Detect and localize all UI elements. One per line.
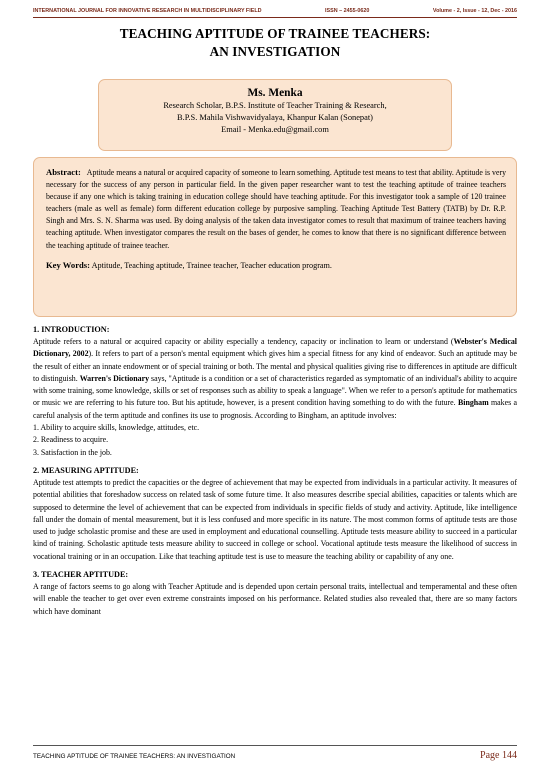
abstract-label: Abstract: [46, 167, 81, 177]
abstract-paragraph [46, 166, 506, 252]
citation-webster: Webster's Medical Dictionary, 2002 [33, 337, 517, 359]
heading-introduction: 1. INTRODUCTION: [33, 325, 110, 334]
citation-bingham: Bingham [457, 398, 489, 408]
intro-text-2: ). It refers to part of a person's mental equipment which gives him a special fitness for any kind of endeavor. Such an aptitude may be the result of either an innate endowment or of special training or both. The mental and physical qualities giving rise to differences in aptitude are difficult to distinguish. [33, 349, 517, 383]
journal-running-header [33, 8, 517, 14]
footer-divider [33, 745, 517, 746]
heading-measuring-aptitude: 2. MEASURING APTITUDE: [33, 465, 139, 475]
title-line-2: AN INVESTIGATION [209, 44, 341, 59]
keywords-text: Aptitude, Teaching aptitude, Trainee teacher, Teacher education program. [91, 260, 332, 270]
journal-volume-issue: Volume - 2, Issue - 12, Dec - 2016 [432, 8, 517, 14]
abstract-text: Aptitude means a natural or acquired capacity of someone to learn something. Aptitude test means to test that ability. Aptitude is very necessary for the success of any person in particular field. In the given paper researcher want to test the teaching aptitude of trainee teachers because if any one which is taking training in education college should have teaching aptitude. For this investigator took a sample of 120 trainee teachers (male as well as female) form different education college by purposive sampling. Teaching Aptitude Test Battery (TATB) by Dr. R.P. Singh and Mrs. S. N. Sharma was used. By doing analysis of the taken data investigator comes to result that maximum of trainee teachers having teaching aptitude. When investigator compares the result on the bases of gender, he comes to know that there is no significant difference between the teaching aptitude of trainee teacher. [46, 168, 506, 250]
author-email[interactable]: Email - Menka.edu@gmail.com [221, 125, 329, 134]
author-affiliation-1: Research Scholar, B.P.S. Institute of Teacher Training & Research, [163, 101, 387, 110]
keywords-paragraph [46, 259, 506, 272]
journal-issn: ISSN – 2455-0620 [325, 8, 370, 14]
introduction-paragraph [33, 336, 517, 422]
teacher-aptitude-paragraph: A range of factors seems to go along with Teacher Aptitude and is depended upon certain personal traits, intellectual and temperamental and these often will enable the teacher to get over even extreme constraints imposed on his performance. Related studies also revealed that, there are so many factors which have dominant [33, 582, 517, 616]
title-line-1: TEACHING APTITUDE OF TRAINEE TEACHERS: [119, 26, 431, 41]
list-item: 1. Ability to acquire skills, knowledge, attitudes, etc. [33, 423, 200, 433]
intro-text-4: makes a careful analysis of the term aptitude and confines its use to prognosis. According to Bingham, an aptitude involves: [33, 398, 518, 420]
author-affiliation-2: B.P.S. Mahila Vishwavidyalaya, Khanpur Kalan (Sonepat) [177, 113, 373, 122]
header-divider [33, 17, 517, 18]
list-item: 3. Satisfaction in the job. [33, 447, 112, 457]
page-number: Page 144 [480, 750, 517, 761]
list-item: 2. Readiness to acquire. [33, 435, 109, 445]
author-name: Ms. Menka [247, 87, 303, 99]
measuring-aptitude-paragraph: Aptitude test attempts to predict the capacities or the degree of achievement that may be expected from individuals in a particular activity. It measures of potential abilities that foreshadow success on related task of some future time. It also measures describe special abilities, capacities or talents which are supposed to determine the level of achievement that can be expected from individuals in specific fields of study and activity. Aptitude, like intelligence fall under the domain of mental measurement, but it is less confused and more specific in its nature. The most common forms of aptitude tests are those used to judge scholastic promise and these are used in employment and educational counselling. Aptitude tests measure ability to succeed in a particular kind of training. Scholastic aptitude tests measure ability to succeed in college or school. Vocational aptitude tests measure the likelihood of success in vocational training or in an occupation. Like that teaching aptitude test is use to measure the teaching ability or capability of any one. [33, 477, 517, 561]
citation-warren: Warren's Dictionary [79, 373, 150, 383]
intro-text-1: Aptitude refers to a natural or acquired capacity or ability especially a tendency, capacity or inclination to learn or understand ( [33, 337, 454, 346]
footer-title: TEACHING APTITUDE OF TRAINEE TEACHERS: AN INVESTIGATION [33, 753, 236, 760]
author-info-box [98, 79, 452, 151]
abstract-box [33, 157, 517, 317]
heading-teacher-aptitude: 3. TEACHER APTITUDE: [33, 570, 129, 580]
body-text [33, 324, 517, 618]
intro-text-3: says, "Aptitude is a condition or a set of characteristics regarded as symptomatic of an individual's ability to acquire with some training, some knowledge, skills or set of responses such as ability to speak a language". When we refer to a person's aptitude for mathematics or music we are referring to his future too. But his aptitude, however, is a present condition having something to do with the future. [33, 373, 518, 408]
paper-title [33, 25, 517, 61]
journal-name: INTERNATIONAL JOURNAL FOR INNOVATIVE RESEARCH IN MULTIDISCIPLINARY FIELD [33, 8, 262, 14]
keywords-label: Key Words: [46, 259, 91, 270]
page-footer [33, 750, 517, 761]
